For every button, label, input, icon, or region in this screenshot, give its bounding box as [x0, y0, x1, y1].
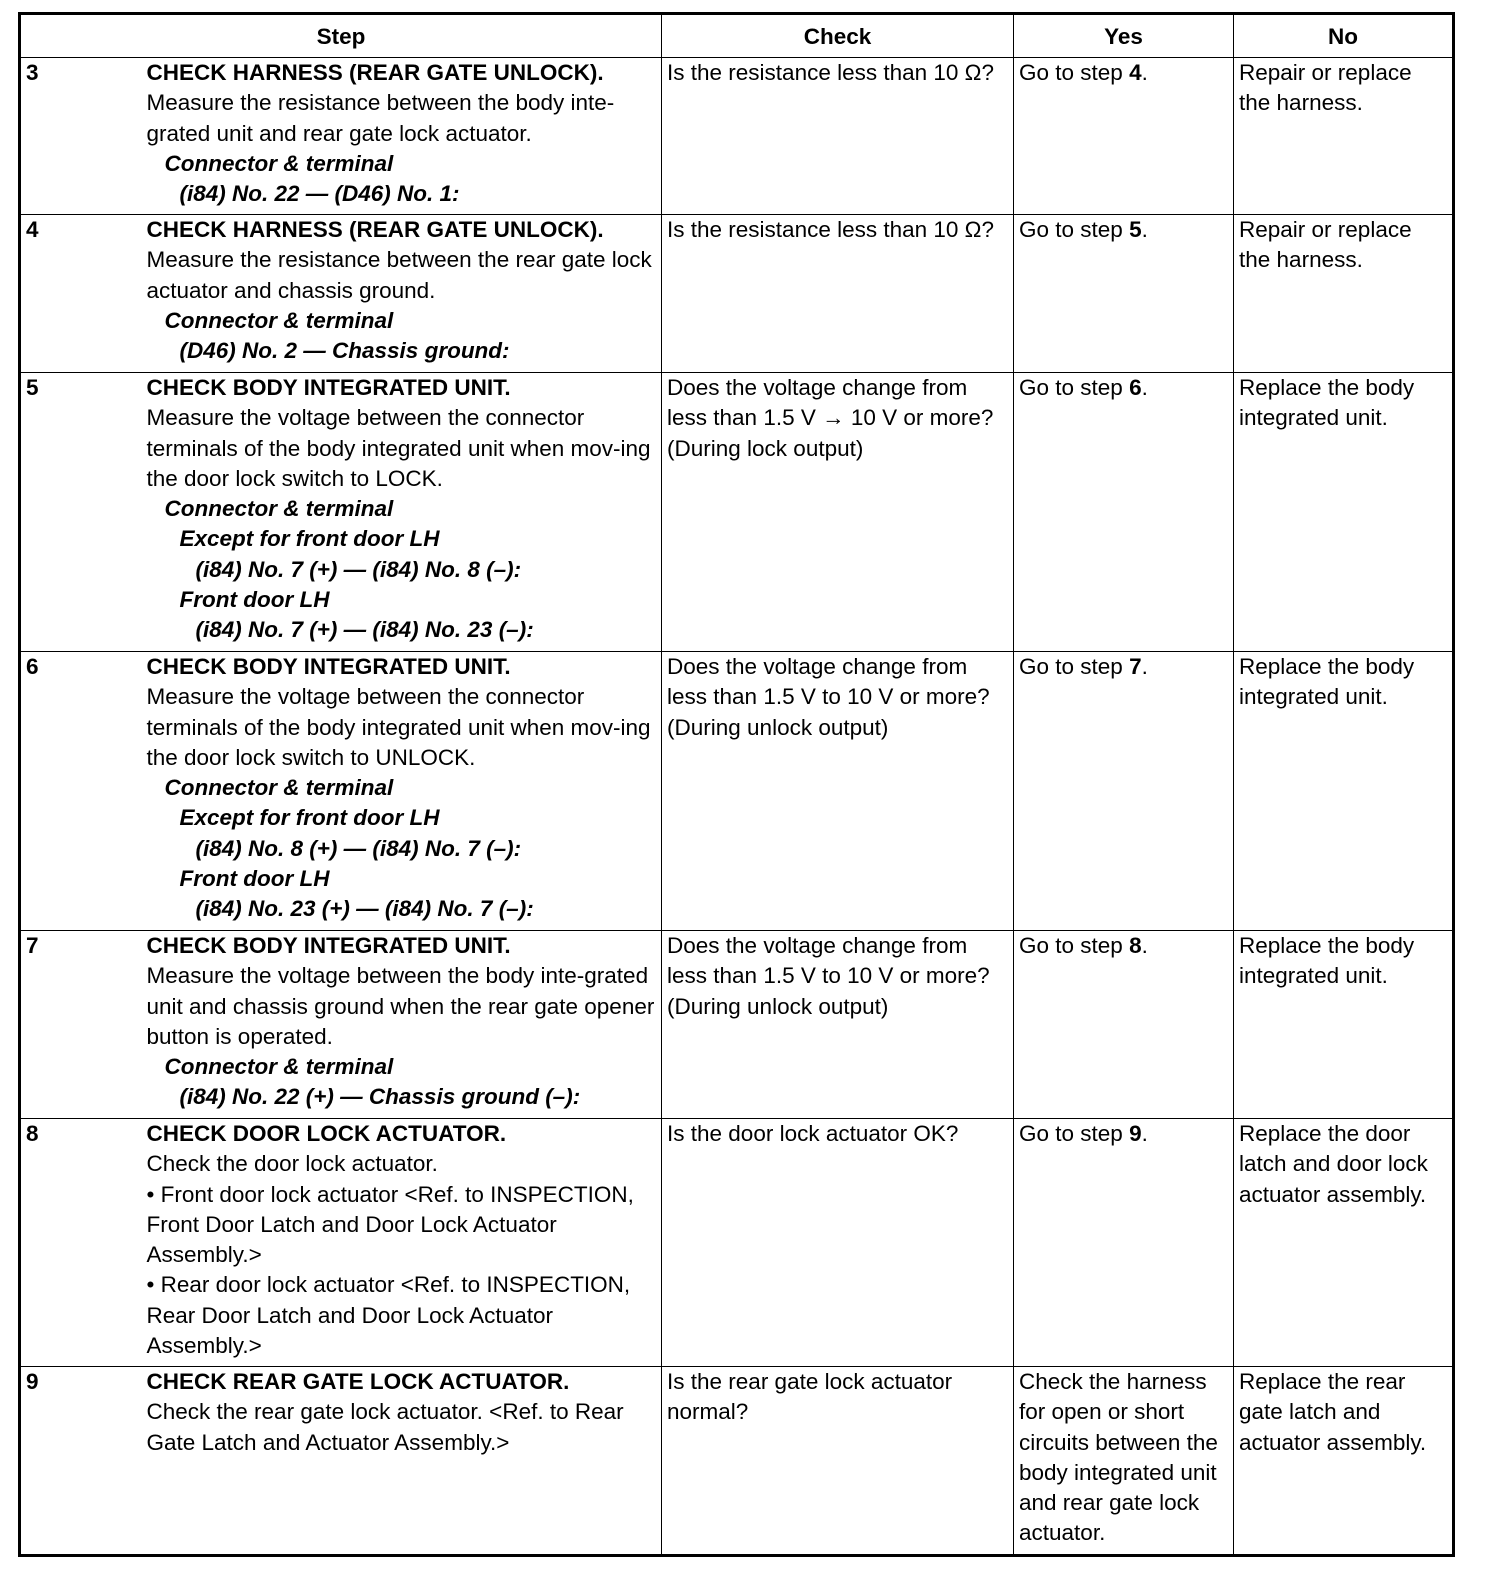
- connector-subheading: Front door LH: [179, 587, 330, 613]
- no-cell: Replace the door latch and door lock actuator assembly.: [1234, 1119, 1454, 1367]
- yes-cell: [1014, 652, 1234, 931]
- yes-cell: [1014, 373, 1234, 652]
- check-cell: Is the door lock actuator OK?: [662, 1119, 1014, 1367]
- step-description: Check the door lock actuator.: [146, 1151, 438, 1177]
- step-cell: [142, 1119, 662, 1367]
- step-number: 3: [20, 58, 142, 215]
- yes-prefix: Go to step: [1019, 654, 1130, 679]
- step-number: 9: [20, 1367, 142, 1556]
- step-description: Measure the resistance between the body inte-grated unit and rear gate lock actuator.: [146, 90, 615, 146]
- check-cell: Does the voltage change from less than 1.5 V to 10 V or more? (During unlock output): [662, 931, 1014, 1119]
- step-description: Check the rear gate lock actuator. <Ref. to Rear Gate Latch and Actuator Assembly.>: [146, 1399, 624, 1455]
- check-cell: Is the resistance less than 10 Ω?: [662, 58, 1014, 215]
- connector-subheading: Except for front door LH: [179, 526, 440, 552]
- header-no: No: [1234, 14, 1454, 58]
- step-title: CHECK BODY INTEGRATED UNIT.: [146, 375, 511, 400]
- table-row: [20, 215, 1454, 373]
- table-row: [20, 931, 1454, 1119]
- connector-subheading: Front door LH: [179, 866, 330, 892]
- no-cell: Replace the body integrated unit.: [1234, 652, 1454, 931]
- no-cell: Replace the body integrated unit.: [1234, 373, 1454, 652]
- table-header-row: [20, 14, 1454, 58]
- step-number: 4: [20, 215, 142, 373]
- yes-prefix: Go to step: [1019, 60, 1130, 85]
- step-cell: [142, 373, 662, 652]
- yes-step-number: 6: [1129, 375, 1142, 400]
- no-cell: Repair or replace the harness.: [1234, 58, 1454, 215]
- yes-cell: [1014, 215, 1234, 373]
- yes-suffix: .: [1141, 933, 1148, 958]
- connector-terminal: (i84) No. 22 — (D46) No. 1:: [179, 181, 460, 207]
- check-cell: Is the rear gate lock actuator normal?: [662, 1367, 1014, 1556]
- check-cell: Is the resistance less than 10 Ω?: [662, 215, 1014, 373]
- connector-terminal: (i84) No. 8 (+) — (i84) No. 7 (–):: [195, 835, 522, 861]
- step-description: Measure the resistance between the rear gate lock actuator and chassis ground.: [146, 247, 652, 303]
- yes-suffix: .: [1141, 60, 1148, 85]
- no-cell: Replace the rear gate latch and actuator assembly.: [1234, 1367, 1454, 1556]
- yes-step-number: 5: [1129, 217, 1142, 242]
- connector-terminal: (i84) No. 23 (+) — (i84) No. 7 (–):: [195, 896, 534, 922]
- yes-step-number: 8: [1129, 933, 1142, 958]
- step-title: CHECK HARNESS (REAR GATE UNLOCK).: [146, 60, 604, 85]
- table-row: [20, 373, 1454, 652]
- connector-label: Connector & terminal: [164, 1054, 394, 1080]
- yes-cell: Check the harness for open or short circuits between the body integrated unit and rear gate lock actuator.: [1014, 1367, 1234, 1556]
- step-cell: [142, 652, 662, 931]
- connector-terminal: (i84) No. 7 (+) — (i84) No. 8 (–):: [195, 556, 522, 582]
- bullet-item: • Rear door lock actuator <Ref. to INSPECTION, Rear Door Latch and Door Lock Actuator Assembly.>: [146, 1272, 631, 1359]
- yes-step-number: 4: [1129, 60, 1142, 85]
- step-description: Measure the voltage between the body inte-grated unit and chassis ground when the rear gate opener button is operated.: [146, 963, 655, 1049]
- step-title: CHECK BODY INTEGRATED UNIT.: [146, 654, 511, 679]
- yes-prefix: Go to step: [1019, 933, 1130, 958]
- step-description: Measure the voltage between the connector terminals of the body integrated unit when mov-ing the door lock switch to LOCK.: [146, 405, 651, 491]
- connector-label: Connector & terminal: [164, 307, 394, 333]
- yes-step-number: 7: [1129, 654, 1142, 679]
- step-title: CHECK BODY INTEGRATED UNIT.: [146, 933, 511, 958]
- yes-prefix: Go to step: [1019, 217, 1130, 242]
- yes-suffix: .: [1141, 375, 1148, 400]
- step-description: Measure the voltage between the connector terminals of the body integrated unit when mov-ing the door lock switch to UNLOCK.: [146, 684, 651, 770]
- step-title: CHECK DOOR LOCK ACTUATOR.: [146, 1121, 507, 1146]
- connector-terminal: (i84) No. 7 (+) — (i84) No. 23 (–):: [195, 617, 534, 643]
- table-row: [20, 1367, 1454, 1556]
- yes-suffix: .: [1141, 654, 1148, 679]
- header-check: Check: [662, 14, 1014, 58]
- yes-cell: [1014, 931, 1234, 1119]
- yes-prefix: Go to step: [1019, 1121, 1130, 1146]
- connector-terminal: (i84) No. 22 (+) — Chassis ground (–):: [179, 1084, 581, 1110]
- step-number: 6: [20, 652, 142, 931]
- step-number: 7: [20, 931, 142, 1119]
- bullet-item: • Front door lock actuator <Ref. to INSPECTION, Front Door Latch and Door Lock Actuator Assembly.>: [146, 1181, 634, 1268]
- step-cell: [142, 215, 662, 373]
- yes-cell: [1014, 58, 1234, 215]
- header-yes: Yes: [1014, 14, 1234, 58]
- check-cell: Does the voltage change from less than 1.5 V to 10 V or more? (During unlock output): [662, 652, 1014, 931]
- step-cell: [142, 931, 662, 1119]
- diagnostic-table: [18, 12, 1455, 1557]
- diagnostic-sheet: [18, 12, 1452, 1557]
- connector-subheading: Except for front door LH: [179, 805, 440, 831]
- yes-cell: [1014, 1119, 1234, 1367]
- connector-label: Connector & terminal: [164, 775, 394, 801]
- table-row: [20, 58, 1454, 215]
- no-cell: Repair or replace the harness.: [1234, 215, 1454, 373]
- no-cell: Replace the body integrated unit.: [1234, 931, 1454, 1119]
- header-step: Step: [20, 14, 662, 58]
- check-cell: Does the voltage change from less than 1.5 V → 10 V or more? (During lock output): [662, 373, 1014, 652]
- step-number: 8: [20, 1119, 142, 1367]
- table-row: [20, 1119, 1454, 1367]
- step-cell: [142, 58, 662, 215]
- yes-step-number: 9: [1129, 1121, 1142, 1146]
- connector-label: Connector & terminal: [164, 496, 394, 522]
- table-row: [20, 652, 1454, 931]
- step-title: CHECK REAR GATE LOCK ACTUATOR.: [146, 1369, 570, 1394]
- step-cell: [142, 1367, 662, 1556]
- connector-terminal: (D46) No. 2 — Chassis ground:: [179, 338, 510, 364]
- yes-suffix: .: [1141, 1121, 1148, 1146]
- yes-suffix: .: [1141, 217, 1148, 242]
- connector-label: Connector & terminal: [164, 150, 394, 176]
- step-number: 5: [20, 373, 142, 652]
- step-title: CHECK HARNESS (REAR GATE UNLOCK).: [146, 217, 604, 242]
- yes-prefix: Go to step: [1019, 375, 1130, 400]
